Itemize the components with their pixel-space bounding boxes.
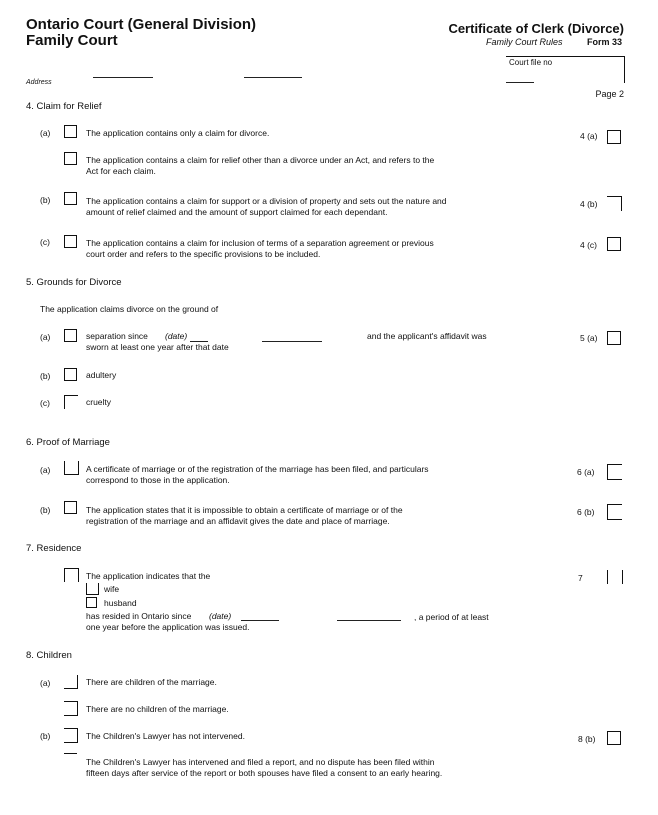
text-7-period: , a period of at least — [414, 612, 489, 622]
item-4a-label: (a) — [40, 128, 51, 138]
court-file-box[interactable] — [506, 56, 625, 83]
text-8b-line1: The Children's Lawyer has intervened and filed a report, and no dispute has been filed within — [86, 757, 435, 767]
item-6b-label: (b) — [40, 505, 51, 515]
address-line-1[interactable] — [93, 77, 153, 78]
text-6b-impossible — [86, 505, 403, 527]
text-4b-line2: amount of relief claimed and the amount of support claimed for each dependant. — [86, 207, 388, 217]
item-8a-label: (a) — [40, 678, 51, 688]
rule-6b: 6 (b) — [577, 507, 595, 517]
grounds-intro: The application claims divorce on the ground of — [40, 304, 219, 314]
text-4a-other-relief — [86, 155, 434, 177]
text-4c-line2: court order and refers to the specific provisions to be included. — [86, 249, 321, 259]
checkbox-4b-support[interactable] — [64, 192, 77, 205]
text-5a-affidavit: and the applicant's affidavit was — [367, 331, 487, 341]
text-7-date-label: (date) — [209, 611, 232, 621]
court-line-2: Family Court — [26, 32, 118, 49]
text-8b-intervened — [86, 757, 442, 779]
checkbox-7-residence[interactable] — [64, 568, 79, 582]
checkbox-5a-separation[interactable] — [64, 329, 77, 342]
text-4a-other-relief-line2: Act for each claim. — [86, 166, 156, 176]
text-6a-line2: correspond to those in the application. — [86, 475, 230, 485]
checkbox-5b-adultery[interactable] — [64, 368, 77, 381]
checkbox-8b-intervened[interactable] — [64, 753, 77, 767]
residence-date-field-a[interactable] — [241, 620, 279, 621]
rule-4b: 4 (b) — [580, 199, 598, 209]
text-7-one-year: one year before the application was issued. — [86, 622, 250, 632]
text-4b-line1: The application contains a claim for support or a division of property and sets out the nature and — [86, 196, 447, 206]
checkbox-6b-impossible[interactable] — [64, 501, 77, 514]
text-5c-cruelty: cruelty — [86, 397, 112, 407]
section-6-heading: 6. Proof of Marriage — [26, 437, 110, 448]
rule-6a: 6 (a) — [577, 467, 595, 477]
item-5a-label: (a) — [40, 332, 51, 342]
text-7-husband: husband — [104, 598, 137, 608]
text-4b-support — [86, 196, 447, 218]
court-line-1: Ontario Court (General Division) — [26, 16, 257, 33]
text-5a-sworn: sworn at least one year after that date — [86, 342, 229, 352]
text-8a-children: There are children of the marriage. — [86, 677, 217, 687]
text-5a-date-label: (date) — [165, 331, 188, 341]
court-file-label: Court file no — [509, 58, 553, 67]
checkbox-rule-6a[interactable] — [607, 464, 622, 480]
checkbox-rule-4a[interactable] — [607, 130, 621, 144]
checkbox-rule-8b[interactable] — [607, 731, 621, 745]
text-4a-other-relief-line1: The application contains a claim for relief other than a divorce under an Act, and refers to the — [86, 155, 435, 165]
section-4-heading: 4. Claim for Relief — [26, 101, 102, 112]
rule-8b: 8 (b) — [578, 734, 596, 744]
section-7-heading: 7. Residence — [26, 543, 82, 554]
checkbox-rule-5a[interactable] — [607, 331, 621, 345]
section-5-heading: 5. Grounds for Divorce — [26, 277, 122, 288]
form-number: Form 33 — [587, 37, 623, 47]
rule-5a: 5 (a) — [580, 333, 598, 343]
text-7-wife: wife — [104, 584, 120, 594]
checkbox-7-husband[interactable] — [86, 597, 97, 608]
text-8b-not-intervened: The Children's Lawyer has not intervened. — [86, 731, 245, 741]
form-title: Certificate of Clerk (Divorce) — [448, 21, 624, 36]
checkbox-rule-7[interactable] — [607, 570, 623, 584]
text-6b-line2: registration of the marriage and an affidavit gives the date and place of marriage. — [86, 516, 390, 526]
item-5b-label: (b) — [40, 371, 51, 381]
residence-date-field-b[interactable] — [337, 620, 401, 621]
checkbox-4a-divorce-only[interactable] — [64, 125, 77, 138]
text-4a-divorce-only: The application contains only a claim for divorce. — [86, 128, 270, 138]
checkbox-5c-cruelty[interactable] — [64, 395, 78, 409]
rule-7: 7 — [578, 573, 583, 583]
item-5c-label: (c) — [40, 398, 50, 408]
text-8a-no-children: There are no children of the marriage. — [86, 704, 229, 714]
text-6a-line1: A certificate of marriage or of the registration of the marriage has been filed, and particulars — [86, 464, 429, 474]
text-5b-adultery: adultery — [86, 370, 117, 380]
item-4c-label: (c) — [40, 237, 50, 247]
text-6a-certificate — [86, 464, 429, 486]
checkbox-rule-4c[interactable] — [607, 237, 621, 251]
item-6a-label: (a) — [40, 465, 51, 475]
text-7-indicates: The application indicates that the — [86, 571, 211, 581]
checkbox-6a-certificate[interactable] — [64, 461, 79, 475]
rule-4c: 4 (c) — [580, 240, 597, 250]
checkbox-8a-children[interactable] — [64, 675, 78, 689]
text-8b-line2: fifteen days after service of the report or both spouses have filed a consent to an early hearing. — [86, 768, 443, 778]
file-box-underline — [506, 82, 534, 83]
text-7-resided: has resided in Ontario since — [86, 611, 192, 621]
text-6b-line1: The application states that it is impossible to obtain a certificate of marriage or of the — [86, 505, 403, 515]
page-number: Page 2 — [595, 89, 624, 99]
address-line-2[interactable] — [244, 77, 302, 78]
text-4c-separation-terms — [86, 238, 434, 260]
separation-date-field-b[interactable] — [262, 341, 322, 342]
text-4c-line1: The application contains a claim for inclusion of terms of a separation agreement or previous — [86, 238, 434, 248]
item-8b-label: (b) — [40, 731, 51, 741]
checkbox-8b-not-intervened[interactable] — [64, 728, 78, 743]
rules-label: Family Court Rules — [486, 37, 563, 47]
item-4b-label: (b) — [40, 195, 51, 205]
checkbox-rule-6b[interactable] — [607, 504, 622, 520]
checkbox-4a-other-relief[interactable] — [64, 152, 77, 165]
checkbox-rule-4b[interactable] — [607, 196, 622, 211]
checkbox-8a-no-children[interactable] — [64, 701, 78, 716]
address-label: Address — [26, 79, 52, 86]
checkbox-4c-separation-terms[interactable] — [64, 235, 77, 248]
text-5a-separation-since: separation since — [86, 331, 148, 341]
court-name — [26, 17, 256, 49]
section-8-heading: 8. Children — [26, 650, 72, 661]
checkbox-7-wife[interactable] — [86, 583, 99, 595]
rule-4a: 4 (a) — [580, 131, 598, 141]
